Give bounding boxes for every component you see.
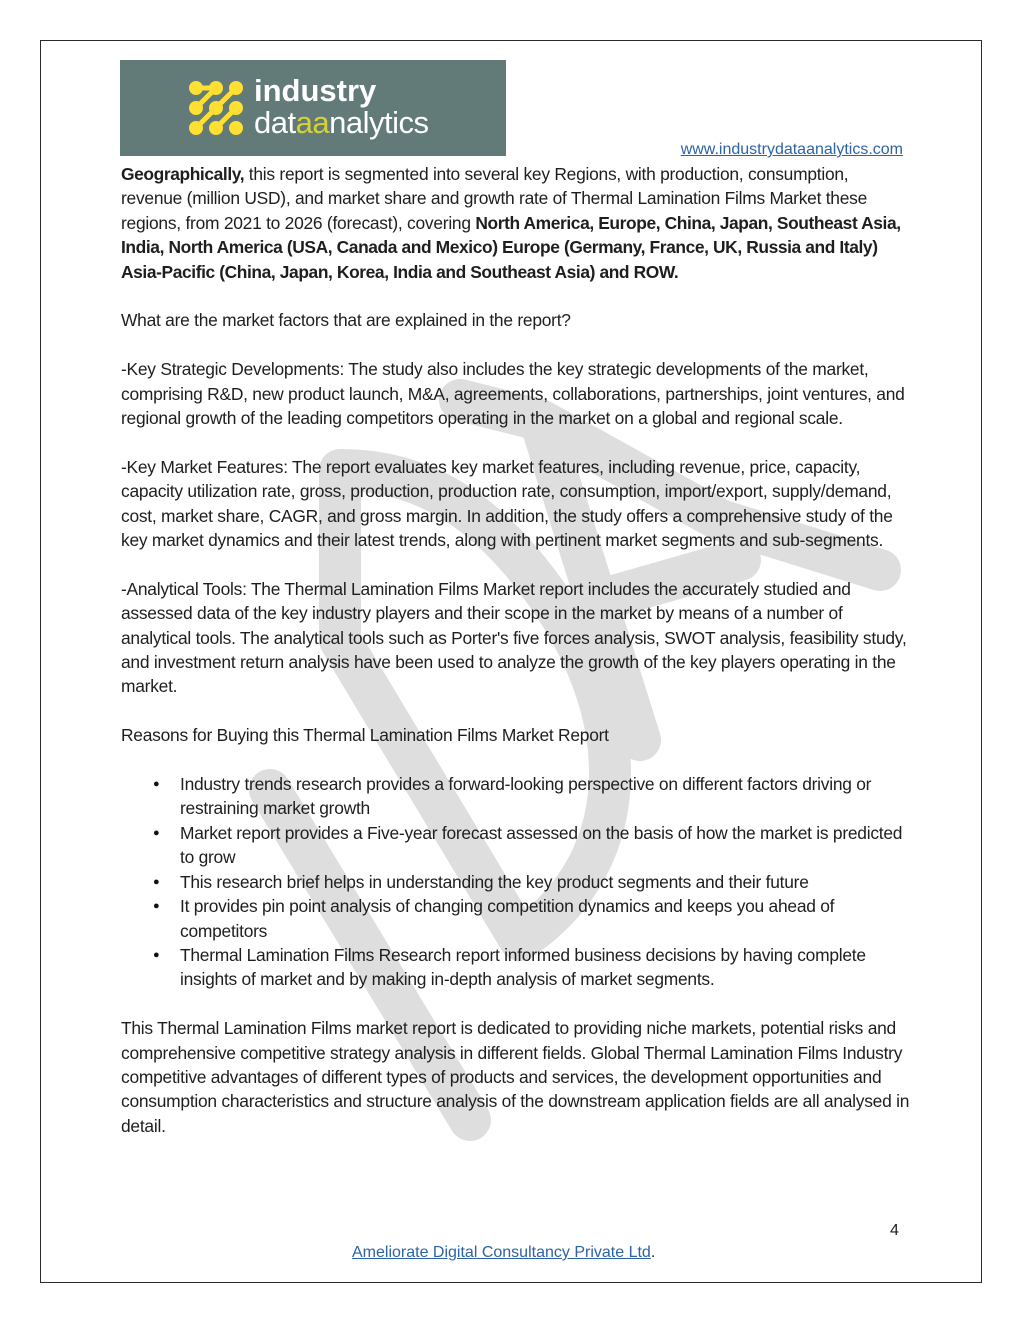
market-factors-heading: What are the market factors that are explained in the report?	[121, 310, 571, 331]
company-logo	[120, 60, 506, 156]
page-number: 4	[890, 1222, 899, 1239]
list-item: ● Market report provides a Five-year forecast assessed on the basis of how the market is predicted to grow	[180, 821, 911, 870]
footer-period: .	[650, 1244, 656, 1261]
reasons-list	[121, 772, 911, 992]
logo-wordmark-dataanalytics: dataanalytics	[254, 105, 429, 140]
list-item: ● It provides pin point analysis of changing competition dynamics and keeps you ahead of competitors	[180, 894, 911, 943]
document-body	[121, 162, 911, 1163]
strategic-developments-paragraph: -Key Strategic Developments: The study also includes the key strategic developments of the market, comprising R&D, new product launch, M&A, agreements, collaborations, partnerships, joint ventures, and regional growth of the leading competitors operating in the market on a global and regional scale.	[121, 359, 905, 429]
list-item: ● Thermal Lamination Films Research report informed business decisions by having complete insights of market and by making in-depth analysis of market segments.	[180, 943, 911, 992]
analytical-tools-paragraph: -Analytical Tools: The Thermal Lamination Films Market report includes the accurately studied and assessed data of the key industry players and their scope in the market by means of a number of analytical tools. The analytical tools such as Porter's five forces analysis, SWOT analysis, feasibility study, and investment return analysis have been used to analyze the growth of the key players operating in the market.	[121, 578, 907, 697]
footer	[352, 1244, 655, 1262]
logo-wordmark-industry: industry	[254, 73, 377, 108]
company-link[interactable]: Ameliorate Digital Consultancy Private Ltd	[352, 1244, 651, 1261]
list-item: ● This research brief helps in understanding the key product segments and their future	[180, 870, 911, 894]
molecule-logo-icon	[188, 80, 244, 136]
closing-paragraph: This Thermal Lamination Films market report is dedicated to providing niche markets, potential risks and comprehensive competitive strategy analysis in different fields. Global Thermal Lamination Films Industry competitive advantages of different types of products and services, the development opportunities and consumption characteristics and structure analysis of the downstream application fields are all analysed in detail.	[121, 1018, 910, 1136]
reasons-heading: Reasons for Buying this Thermal Lamination Films Market Report	[121, 725, 609, 746]
website-link[interactable]: www.industrydataanalytics.com	[680, 141, 903, 158]
market-features-paragraph: -Key Market Features: The report evaluates key market features, including revenue, price, capacity, capacity utilization rate, gross, production, production rate, consumption, import/export, supply/demand, cost, market share, CAGR, and gross margin. In addition, the study offers a comprehensive study of the key market dynamics and their latest trends, along with pertinent market segments and sub-segments.	[121, 456, 893, 551]
list-item: ● Industry trends research provides a forward-looking perspective on different factors driving or restraining market growth	[180, 772, 911, 821]
geography-paragraph: Geographically, this report is segmented into several key Regions, with production, consumption, revenue (million USD), and market share and growth rate of Thermal Lamination Films Market these regions, from 2021 to 2026 (forecast), covering North America, Europe, China, Japan, Southeast Asia, India, North America (USA, Canada and Mexico) Europe (Germany, France, UK, Russia and Italy) Asia-Pacific (China, Japan, Korea, India and Southeast Asia) and ROW.	[121, 164, 901, 282]
